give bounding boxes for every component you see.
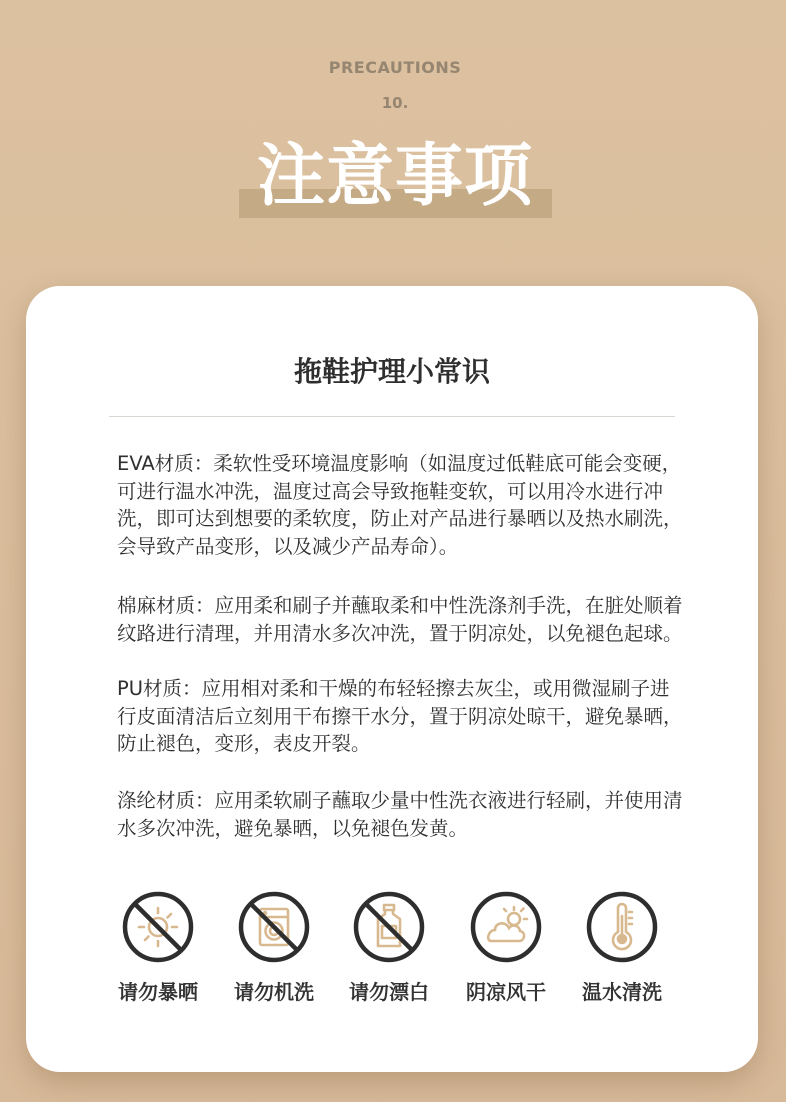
cloud-sun-icon (469, 890, 543, 964)
card-divider (109, 416, 675, 417)
section-number: 10. (381, 94, 409, 112)
paragraph-cotton-linen: 棉麻材质：应用柔和刷子并蘸取柔和中性洗涤剂手洗，在脏处顺着纹路进行清理，并用清水多次冲洗，置于阴凉处，以免褪色起球。 (117, 594, 683, 645)
care-card (26, 286, 758, 1072)
care-item-no-sun (100, 890, 216, 1005)
page-title: 注意事项 (256, 137, 533, 216)
care-label-shade-dry: 阴凉风干 (466, 980, 546, 1004)
paragraph-polyester: 涤纶材质：应用柔软刷子蘸取少量中性洗衣液进行轻刷，并使用清水多次冲洗，避免暴晒，以免褪色发黄。 (117, 789, 683, 840)
no-washing-machine-icon (237, 890, 311, 964)
care-item-no-washing-machine (216, 890, 332, 1005)
no-bleach-icon (352, 890, 426, 964)
section-eyebrow: PRECAUTIONS (328, 58, 462, 77)
care-item-shade-dry (448, 890, 564, 1005)
card-title: 拖鞋护理小常识 (293, 355, 490, 388)
care-item-warm-water (564, 890, 680, 1005)
care-label-no-washing-machine: 请勿机洗 (234, 980, 314, 1004)
paragraph-pu: PU材质：应用相对柔和干燥的布轻轻擦去灰尘，或用微湿刷子进行皮面清洁后立刻用干布擦干水分，置于阴凉处晾干，避免暴晒，防止褪色，变形，表皮开裂。 (117, 677, 683, 755)
paragraph-eva: EVA材质：柔软性受环境温度影响（如温度过低鞋底可能会变硬，可进行温水冲洗，温度过高会导致拖鞋变软，可以用冷水进行冲洗，即可达到想要的柔软度，防止对产品进行暴晒以及热水刷洗，会导致产品变形，以及减少产品寿命）。 (117, 452, 683, 558)
care-icons-row (26, 890, 758, 1010)
care-label-warm-water: 温水清洗 (582, 980, 662, 1004)
no-sun-icon (121, 890, 195, 964)
care-label-no-bleach: 请勿漂白 (349, 980, 429, 1004)
care-item-no-bleach (331, 890, 447, 1005)
care-label-no-sun: 请勿暴晒 (118, 980, 198, 1004)
thermometer-icon (585, 890, 659, 964)
